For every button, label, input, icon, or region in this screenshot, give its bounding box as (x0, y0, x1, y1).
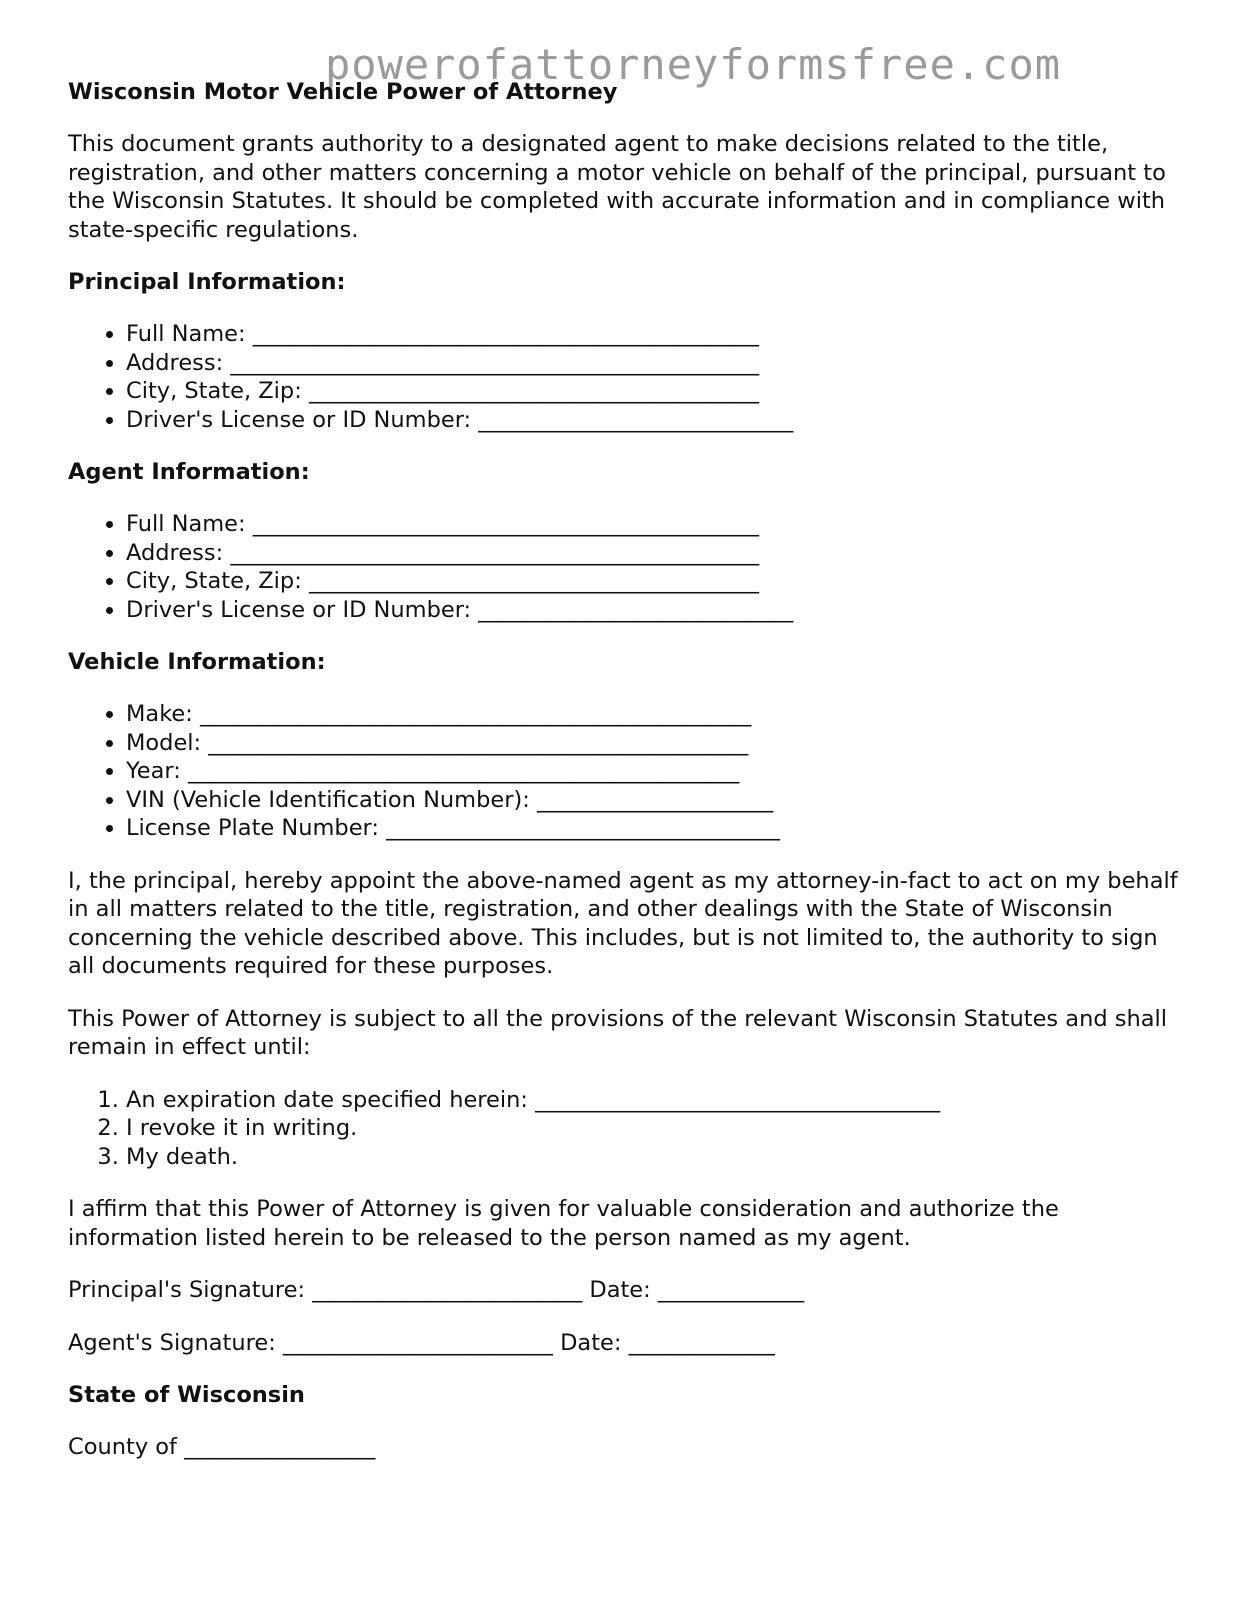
vehicle-make-field[interactable]: • Make: _________________________________________________ (126, 700, 1178, 729)
principal-license-field[interactable]: • Driver's License or ID Number: ____________________________ (126, 406, 1178, 435)
agent-address-field[interactable]: • Address: _______________________________________________ (126, 539, 1178, 568)
state-heading: State of Wisconsin (68, 1382, 305, 1408)
document-page (68, 78, 1178, 1486)
vehicle-vin-field[interactable]: • VIN (Vehicle Identification Number): _____________________ (126, 786, 1178, 815)
document-title: Wisconsin Motor Vehicle Power of Attorney (68, 79, 618, 105)
vehicle-heading: Vehicle Information: (68, 649, 326, 675)
agent-signature-line[interactable]: Agent's Signature: ________________________ Date: _____________ (68, 1329, 775, 1356)
revocation-item: 2. I revoke it in writing. (126, 1114, 1178, 1143)
death-item: 3. My death. (126, 1143, 1178, 1172)
expiration-date-field[interactable]: 1. An expiration date specified herein: ____________________________________ (126, 1086, 1178, 1115)
principal-heading: Principal Information: (68, 269, 346, 295)
principal-city-state-zip-field[interactable]: • City, State, Zip: ________________________________________ (126, 377, 1178, 406)
principal-full-name-field[interactable]: • Full Name: _____________________________________________ (126, 320, 1178, 349)
agent-full-name-field[interactable]: • Full Name: _____________________________________________ (126, 510, 1178, 539)
vehicle-plate-field[interactable]: • License Plate Number: ___________________________________ (126, 814, 1178, 843)
principal-signature-line[interactable]: Principal's Signature: ________________________ Date: _____________ (68, 1277, 805, 1303)
principal-list (68, 320, 1178, 434)
agent-license-field[interactable]: • Driver's License or ID Number: ____________________________ (126, 596, 1178, 625)
vehicle-list (68, 700, 1178, 843)
principal-address-field[interactable]: • Address: _______________________________________________ (126, 349, 1178, 378)
appointment-paragraph: I, the principal, hereby appoint the above-named agent as my attorney-in-fact to act on my behalf in all matters related to the title, registration, and other dealings with the State of Wisconsin concerning the vehicle described above. This includes, but is not limited to, the authority to sign all documents required for these purposes. (68, 867, 1178, 979)
duration-paragraph: This Power of Attorney is subject to all the provisions of the relevant Wisconsin Statutes and shall remain in effect until: (68, 1005, 1168, 1060)
agent-heading: Agent Information: (68, 459, 310, 485)
agent-city-state-zip-field[interactable]: • City, State, Zip: ________________________________________ (126, 567, 1178, 596)
intro-paragraph: This document grants authority to a designated agent to make decisions related to the title, registration, and other matters concerning a motor vehicle on behalf of the principal, pursuant to the Wisconsin Statutes. It should be completed with accurate information and in compliance with state-specific regulations. (68, 131, 1166, 243)
agent-list (68, 510, 1178, 624)
vehicle-model-field[interactable]: • Model: ________________________________________________ (126, 729, 1178, 758)
county-field[interactable]: County of _________________ (68, 1434, 376, 1460)
watermark: powerofattorneyformsfree.com (325, 40, 1062, 89)
duration-list (68, 1086, 1178, 1172)
vehicle-year-field[interactable]: • Year: _________________________________________________ (126, 757, 1178, 786)
affirmation-paragraph: I affirm that this Power of Attorney is given for valuable consideration and authorize the information listed herein to be released to the person named as my agent. (68, 1196, 1059, 1251)
